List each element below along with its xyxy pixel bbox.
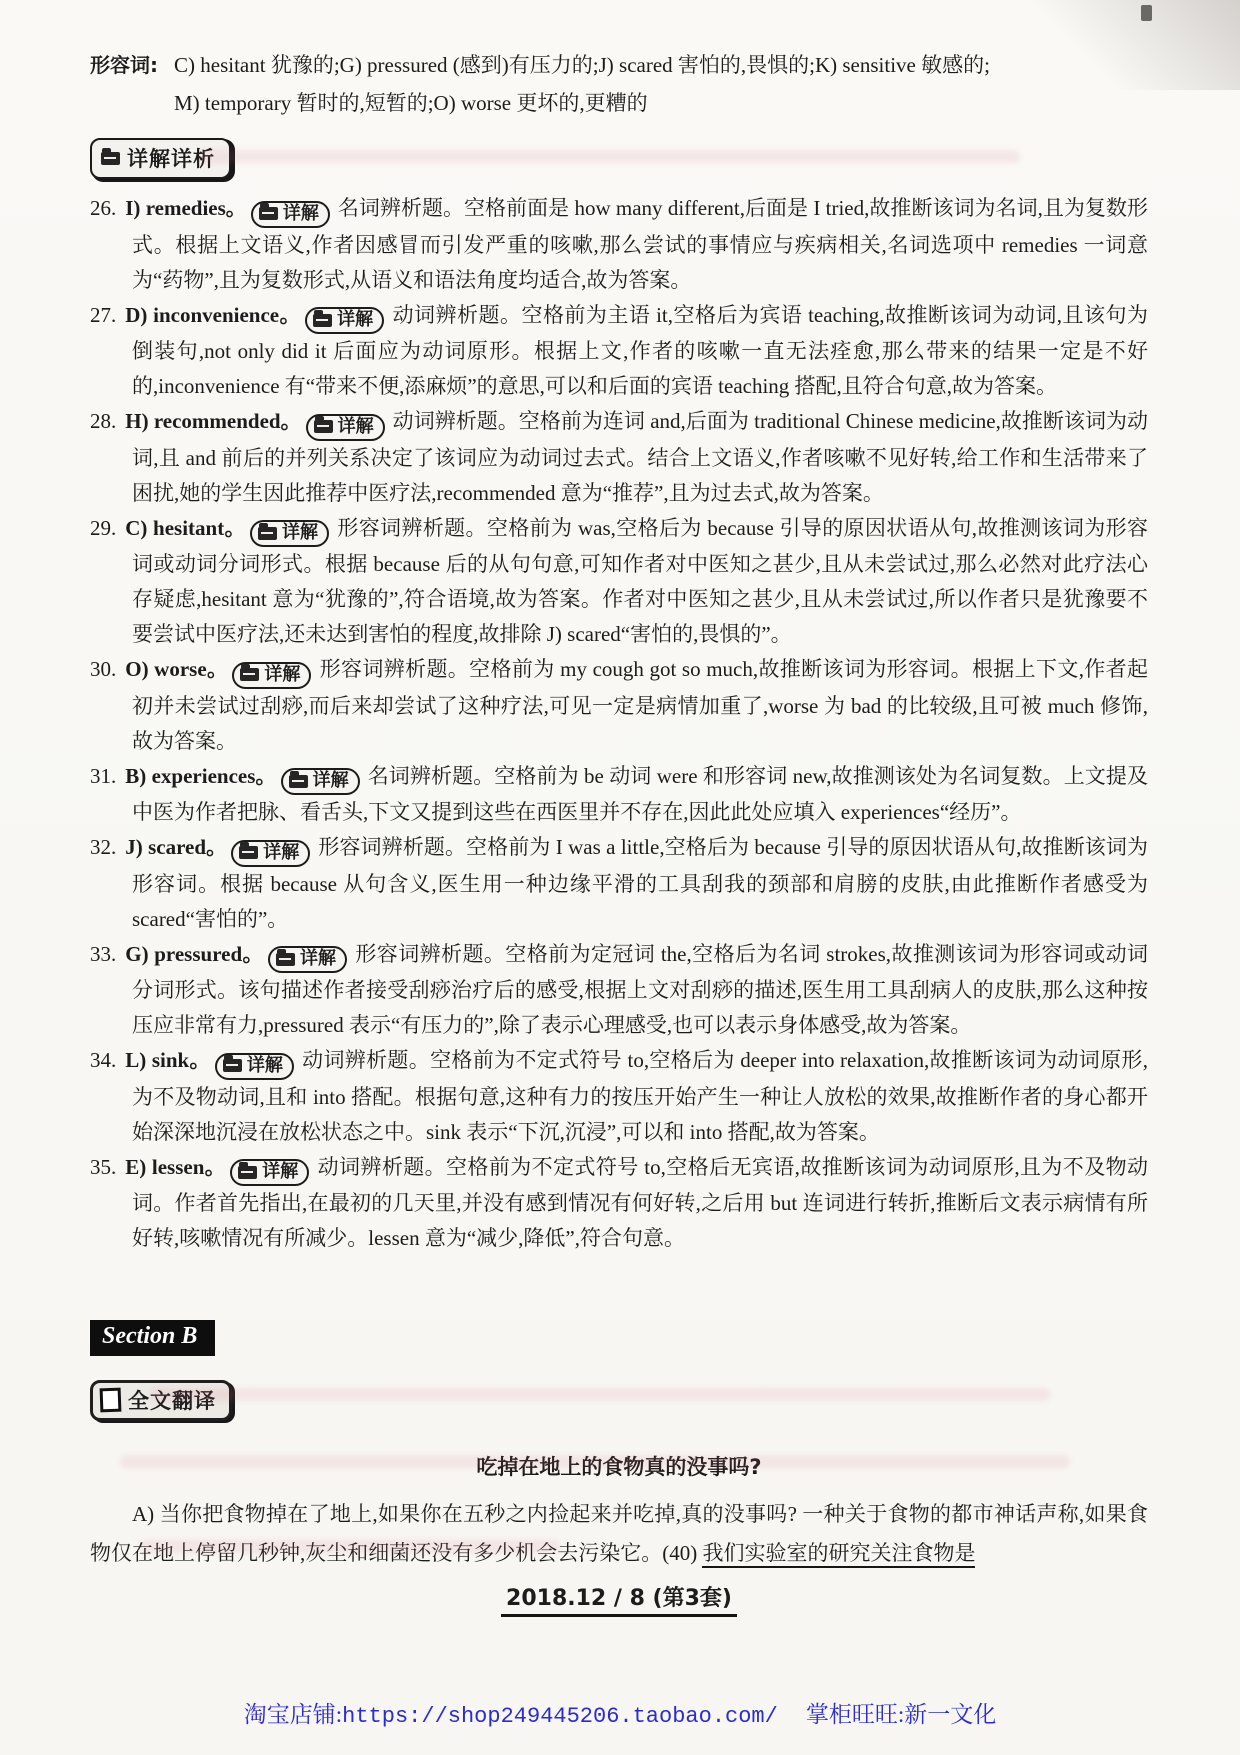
ink-bleed-smudge — [200, 150, 1020, 163]
explanation-item-31 — [90, 759, 1148, 831]
folder-icon — [240, 668, 259, 681]
word-bank — [90, 46, 1148, 122]
folder-icon — [258, 527, 277, 540]
folder-icon — [223, 1059, 242, 1072]
item-explanation: 动词辨析题。空格前为连词 and,后面为 traditional Chinese medicine,故推断该词为动词,且 and 前后的并列关系决定了该词应为动词过去式。结合上文语义,作者咳嗽不见好转,给工作和生活带来了困扰,她的学生因此推荐中医疗法,recommended 意为“推荐”,且为过去式,故为答案。 — [132, 409, 1149, 505]
detail-badge — [305, 307, 384, 334]
folder-icon — [289, 775, 308, 788]
translation-paragraph — [90, 1495, 1148, 1573]
explanation-item-34 — [90, 1043, 1148, 1150]
detail-badge — [230, 1159, 309, 1186]
item-explanation: 形容词辨析题。空格前为 I was a little,空格后为 because 引导的原因状语从句,故推断该词为形容词。根据 because 从句含义,医生用一种边缘平滑的工具刮我的颈部和肩膀的皮肤,由此推断作者感受为 scared“害怕的”。 — [132, 835, 1148, 931]
word-bank-line2: M) temporary 暂时的,短暂的;O) worse 更坏的,更糟的 — [174, 91, 648, 115]
detail-badge-label: 详解 — [264, 663, 301, 685]
ink-bleed-smudge — [140, 1540, 560, 1553]
detail-badge — [231, 840, 310, 867]
folder-icon — [238, 1166, 257, 1179]
item-number: 32. — [90, 835, 117, 859]
detail-badge-label: 详解 — [337, 415, 374, 437]
detail-analysis-label: 详解详析 — [127, 147, 215, 171]
explanation-item-35 — [90, 1150, 1148, 1257]
item-explanation: 形容词辨析题。空格前为 was,空格后为 because 引导的原因状语从句,故推测该词为形容词或动词分词形式。根据 because 后的从句句意,可知作者对中医知之甚少,且从未尝试过,那么必然对此疗法心存疑虑,hesitant 意为“犹豫的”,符合语境,故为答案。作者对中医知之甚少,且从未尝试过,所以作者只是犹豫要不要尝试中医疗法,还未达到害怕的程度,故排除 J) scared“害怕的,畏惧的”。 — [132, 515, 1148, 646]
explanation-item-32 — [90, 830, 1148, 937]
section-b-header: Section B — [90, 1320, 215, 1356]
ink-bleed-smudge — [150, 1388, 1050, 1401]
detail-badge — [251, 201, 330, 228]
item-number: 28. — [90, 409, 117, 433]
detail-badge-label: 详解 — [281, 522, 318, 543]
document-icon — [100, 1388, 122, 1413]
explanation-item-30 — [90, 652, 1148, 759]
item-number: 26. — [90, 196, 117, 220]
explanation-item-26 — [90, 191, 1148, 298]
scan-speck — [1141, 5, 1152, 21]
item-number: 35. — [90, 1154, 117, 1179]
item-number: 34. — [90, 1048, 117, 1072]
detail-badge — [232, 662, 311, 689]
item-explanation: 形容词辨析题。空格前为 my cough got so much,故推断该词为形容词。根据上下文,作者起初并未尝试过刮痧,而后来却尝试了这种疗法,可见一定是病情加重了,worse 为 bad 的比较级,且可被 much 修饰,故为答案。 — [132, 657, 1148, 753]
detail-badge — [250, 520, 329, 547]
detail-badge-label: 详解 — [299, 948, 336, 969]
detail-badge — [306, 414, 385, 441]
item-answer: L) sink。 — [125, 1048, 211, 1072]
shop-footer — [0, 1696, 1240, 1729]
shop-label: 淘宝店铺: — [243, 1702, 343, 1727]
detail-badge — [268, 946, 347, 973]
item-number: 30. — [90, 657, 117, 681]
page-footer-date — [90, 1581, 1148, 1617]
folder-icon — [101, 152, 120, 165]
folder-icon — [239, 846, 258, 859]
item-answer: E) lessen。 — [125, 1154, 227, 1179]
item-number: 29. — [90, 515, 117, 540]
explanation-item-28 — [90, 404, 1148, 511]
detail-badge-label: 详解 — [282, 202, 319, 224]
exam-date-label: 2018.12 / 8 (第3套) — [501, 1581, 737, 1617]
detail-badge — [215, 1053, 294, 1080]
item-explanation: 动词辨析题。空格前为主语 it,空格后为宾语 teaching,故推断该词为动词,且该句为倒装句,not only did it 后面应为动词原形。根据上文,作者的咳嗽一直无法痊愈,那么带来的结果一定是不好的,inconvenience 有“带来不便,添麻烦”的意思,可以和后面的宾语 teaching 搭配,且符合句意,故为答案。 — [132, 302, 1148, 398]
scan-corner-shade — [1025, 0, 1240, 90]
detail-badge-label: 详解 — [263, 841, 300, 863]
item-answer: O) worse。 — [125, 657, 229, 681]
explanation-item-27 — [90, 298, 1148, 405]
word-bank-label: 形容词: — [90, 53, 158, 77]
paragraph-text: A) 当你把食物掉在了地上,如果你在五秒之内捡起来并吃掉,真的没事吗? 一种关于食物的都市神话声称,如果食物仅在地上停留几秒钟,灰尘和细菌还没有多少机会去污染它。(40) — [90, 1502, 1148, 1565]
explanation-item-33 — [90, 937, 1148, 1044]
folder-icon — [313, 314, 332, 327]
folder-icon — [314, 420, 333, 433]
detail-badge — [281, 768, 360, 795]
folder-icon — [276, 953, 295, 966]
detail-badge-label: 详解 — [337, 309, 374, 330]
explanation-item-29 — [90, 511, 1148, 653]
item-answer: G) pressured。 — [125, 941, 264, 966]
detail-badge-label: 详解 — [246, 1054, 283, 1076]
shop-url-link[interactable]: https://shop249445206.taobao.com/ — [342, 1704, 778, 1729]
full-translation-label: 全文翻译 — [128, 1389, 216, 1413]
folder-icon — [259, 207, 278, 220]
item-explanation: 名词辨析题。空格前为 be 动词 were 和形容词 new,故推测该处为名词复数。上文提及中医为作者把脉、看舌头,下文又提到这些在西医里并不存在,因此此处应填入 experiences“经历”。 — [132, 763, 1148, 824]
paragraph-underlined-text: 我们实验室的研究关注食物是 — [702, 1541, 975, 1568]
item-answer: B) experiences。 — [125, 763, 277, 788]
item-explanation: 动词辨析题。空格前为不定式符号 to,空格后为 deeper into relaxation,故推断该词为动词原形,为不及物动词,且和 into 搭配。根据句意,这种有力的按压开始产生一种让人放松的效果,故推断作者的身心都开始深深地沉浸在放松状态之中。sink 表示“下沉,沉浸”,可以和 into 搭配,故为答案。 — [132, 1048, 1148, 1144]
item-explanation: 形容词辨析题。空格前为定冠词 the,空格后为名词 strokes,故推测该词为形容词或动词分词形式。该句描述作者接受刮痧治疗后的感受,根据上文对刮痧的描述,医生用工具刮病人的皮肤,那么这种按压应非常有力,pressured 表示“有压力的”,除了表示心理感受,也可以表示身体感受,故为答案。 — [132, 941, 1149, 1037]
item-answer: H) recommended。 — [125, 409, 302, 433]
explanation-list — [90, 191, 1148, 1256]
item-number: 33. — [90, 941, 117, 966]
item-answer: C) hesitant。 — [125, 515, 246, 540]
shop-owner: 掌柜旺旺:新一文化 — [805, 1702, 997, 1727]
item-answer: J) scared。 — [125, 835, 228, 859]
word-bank-line1: C) hesitant 犹豫的;G) pressured (感到)有压力的;J) scared 害怕的,畏惧的;K) sensitive 敏感的; — [174, 53, 990, 77]
item-explanation: 动词辨析题。空格前为不定式符号 to,空格后无宾语,故推断该词为动词原形,且为不及物动词。作者首先指出,在最初的几天里,并没有感到情况有何好转,之后用 but 连词进行转折,推断后文表示病情有所好转,咳嗽情况有所减少。lessen 意为“减少,降低”,符合句意。 — [132, 1154, 1149, 1250]
detail-badge-label: 详解 — [312, 770, 349, 791]
article-title: 吃掉在地上的食物真的没事吗? — [476, 1455, 762, 1479]
ink-bleed-smudge — [120, 1455, 1070, 1468]
item-answer: D) inconvenience。 — [125, 302, 302, 327]
item-number: 31. — [90, 763, 117, 788]
item-number: 27. — [90, 302, 117, 327]
item-explanation: 名词辨析题。空格前面是 how many different,后面是 I tried,故推断该词为名词,且为复数形式。根据上文语义,作者因感冒而引发严重的咳嗽,那么尝试的事情应与疾病相关,名词选项中 remedies 一词意为“药物”,且为复数形式,从语义和语法角度均适合,故为答案。 — [132, 196, 1148, 292]
item-answer: I) remedies。 — [125, 196, 247, 220]
detail-badge-label: 详解 — [262, 1161, 299, 1182]
